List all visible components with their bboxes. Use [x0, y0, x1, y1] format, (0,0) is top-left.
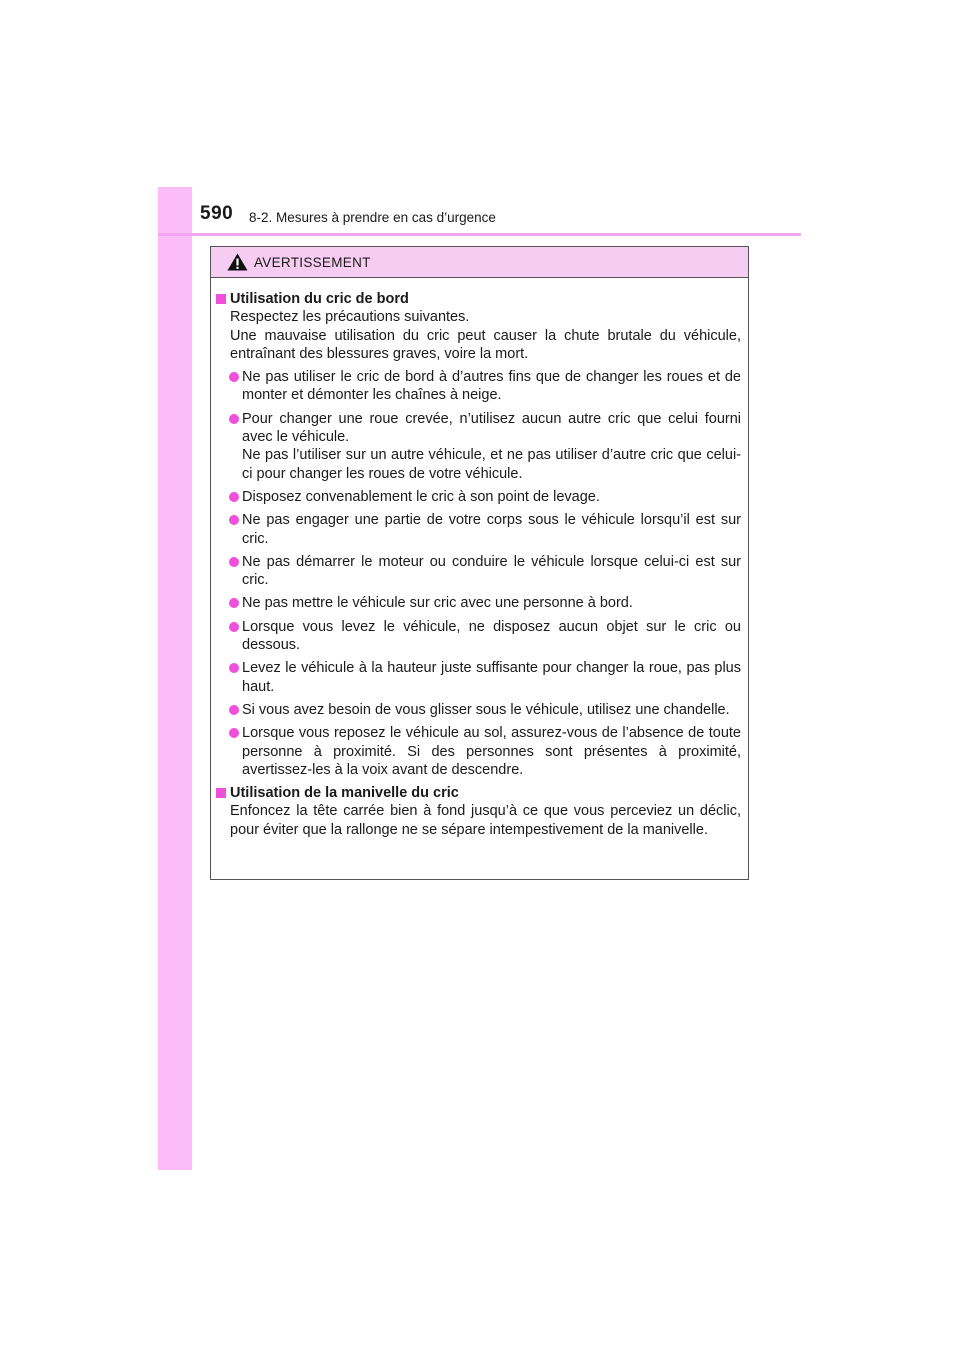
- round-bullet-icon: [229, 414, 239, 424]
- warning-header: [211, 247, 748, 278]
- warning-body: [211, 278, 748, 839]
- round-bullet-icon: [229, 515, 239, 525]
- section-heading: [216, 784, 741, 802]
- round-bullet-icon: [229, 622, 239, 632]
- list-item: [216, 659, 741, 696]
- round-bullet-icon: [229, 663, 239, 673]
- section-paragraph: Respectez les précautions suivantes.: [230, 309, 470, 326]
- warning-title: AVERTISSEMENT: [254, 255, 371, 270]
- page-number: 590: [200, 203, 234, 224]
- list-item-text: Levez le véhicule à la hauteur juste suffisante pour changer la roue, pas plus haut.: [242, 660, 741, 695]
- list-item: [216, 701, 741, 719]
- list-item: [216, 511, 741, 548]
- list-item-text: Pour changer une roue crevée, n’utilisez aucun autre cric que celui fourni avec le véhicule.: [242, 410, 741, 446]
- section-paragraph: Enfoncez la tête carrée bien à fond jusqu’à ce que vous perceviez un déclic, pour éviter que la rallonge ne se sépare intempestivement de la manivelle.: [230, 803, 741, 838]
- list-item-text: Ne pas démarrer le moteur ou conduire le véhicule lorsque celui-ci est sur cric.: [242, 553, 741, 589]
- square-bullet-icon: [216, 294, 226, 304]
- list-item: [216, 410, 741, 483]
- round-bullet-icon: [229, 598, 239, 608]
- warning-section: [216, 784, 741, 839]
- list-item: [216, 594, 741, 612]
- section-title: 8-2. Mesures à prendre en cas d’urgence: [249, 210, 496, 225]
- list-item: [216, 553, 741, 590]
- list-item-text: Ne pas l’utiliser sur un autre véhicule, et ne pas utiliser d’autre cric que celui-ci pour changer les roues de votre véhicule.: [242, 447, 741, 482]
- side-tab-strip: [158, 187, 192, 1170]
- round-bullet-icon: [229, 492, 239, 502]
- list-item-text: Lorsque vous reposez le véhicule au sol, assurez-vous de l’absence de toute personne à proximité. Si des personnes sont présentes à proximité, avertissez-les à la voix avant de descendre.: [242, 725, 741, 778]
- section-heading-text: Utilisation du cric de bord: [230, 291, 409, 307]
- round-bullet-icon: [229, 372, 239, 382]
- round-bullet-icon: [229, 557, 239, 567]
- list-item: [216, 488, 741, 506]
- square-bullet-icon: [216, 788, 226, 798]
- list-item-text: Lorsque vous levez le véhicule, ne disposez aucun objet sur le cric ou dessous.: [242, 618, 741, 654]
- warning-triangle-icon: [227, 253, 248, 271]
- bullet-list: [216, 368, 741, 779]
- section-paragraph: Une mauvaise utilisation du cric peut causer la chute brutale du véhicule, entraînant des blessures graves, voire la mort.: [230, 327, 741, 362]
- list-item-text: Si vous avez besoin de vous glisser sous le véhicule, utilisez une chandelle.: [242, 701, 730, 718]
- list-item: [216, 618, 741, 655]
- round-bullet-icon: [229, 705, 239, 715]
- list-item-text: Ne pas engager une partie de votre corps sous le véhicule lorsqu’il est sur cric.: [242, 512, 741, 547]
- list-item-text: Ne pas utiliser le cric de bord à d’autres fins que de changer les roues et de monter et démonter les chaînes à neige.: [242, 369, 741, 404]
- list-item-text: Disposez convenablement le cric à son point de levage.: [242, 488, 600, 505]
- section-heading-text: Utilisation de la manivelle du cric: [230, 785, 459, 802]
- warning-section: [216, 290, 741, 779]
- list-item: [216, 368, 741, 405]
- section-heading: [216, 290, 741, 308]
- warning-box: [210, 246, 749, 880]
- header-rule: [158, 233, 801, 236]
- round-bullet-icon: [229, 728, 239, 738]
- list-item: [216, 724, 741, 779]
- list-item-text: Ne pas mettre le véhicule sur cric avec une personne à bord.: [242, 595, 633, 612]
